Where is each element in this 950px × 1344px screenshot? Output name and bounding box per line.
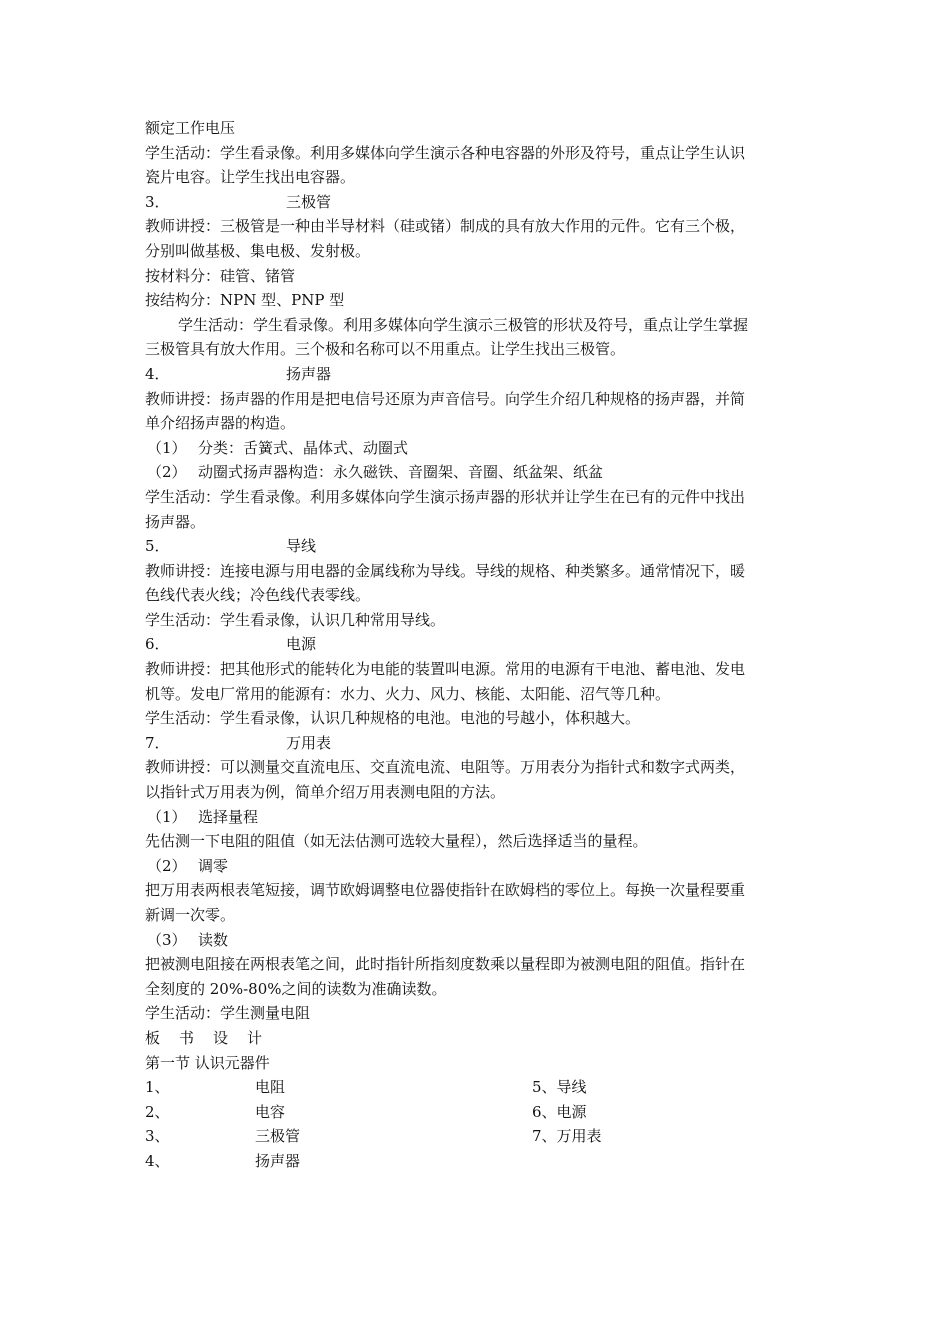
section-title: 万用表	[286, 733, 332, 752]
section-title: 扬声器	[286, 364, 332, 383]
board-row-item: 三极管	[255, 1127, 301, 1146]
text-line: 学生活动：学生看录像。利用多媒体向学生演示三极管的形状及符号，重点让学生掌握	[178, 315, 749, 334]
text-line: 学生活动：学生看录像。利用多媒体向学生演示各种电容器的外形及符号，重点让学生认识	[145, 143, 746, 162]
board-section-title: 第一节 认识元器件	[145, 1053, 270, 1072]
section-number: 6．	[145, 635, 170, 654]
section-heading-6	[145, 632, 813, 657]
section-number: 7．	[145, 733, 170, 752]
text-line: 教师讲授：三极管是一种由半导材料（硅或锗）制成的具有放大作用的元件。它有三个极，	[145, 217, 746, 236]
board-title-char: 设	[213, 1028, 229, 1047]
board-row-right	[532, 1149, 732, 1174]
board-row	[145, 1075, 813, 1100]
board-design-title	[145, 1026, 813, 1051]
text-line: 瓷片电容。让学生找出电容器。	[145, 168, 356, 187]
text-line: 按材料分：硅管、锗管	[145, 266, 296, 285]
text-line: 教师讲授：把其他形式的能转化为电能的装置叫电源。常用的电源有干电池、蓄电池、发电	[145, 660, 746, 679]
text-line: 三极管具有放大作用。三个极和名称可以不用重点。让学生找出三极管。	[145, 340, 626, 359]
text-line: 学生活动：学生看录像。利用多媒体向学生演示扬声器的形状并让学生在已有的元件中找出	[145, 487, 746, 506]
section-heading-4	[145, 362, 813, 387]
text-line: 教师讲授：可以测量交直流电压、交直流电流、电阻等。万用表分为指针式和数字式两类，	[145, 758, 746, 777]
section-heading-7	[145, 731, 813, 756]
list-item	[145, 854, 813, 879]
text-line: 额定工作电压	[145, 119, 236, 137]
section-number: 5．	[145, 537, 170, 556]
board-row-right: 5、导线	[532, 1078, 587, 1097]
text-line: 分别叫做基极、集电极、发射极。	[145, 241, 371, 260]
text-line: 以指针式万用表为例，简单介绍万用表测电阻的方法。	[145, 783, 506, 802]
document-body	[145, 116, 813, 1174]
text-line: 教师讲授：连接电源与用电器的金属线称为导线。导线的规格、种类繁多。通常情况下，暖	[145, 561, 746, 580]
list-number: （2）	[147, 856, 187, 875]
board-row-number: 3、	[145, 1127, 170, 1146]
list-number: （3）	[147, 930, 187, 949]
board-row-right: 7、万用表	[532, 1127, 602, 1146]
text-line: 把万用表两根表笔短接，调节欧姆调整电位器使指针在欧姆档的零位上。每换一次量程要重	[145, 881, 746, 900]
text-line: 学生活动：学生测量电阻	[145, 1004, 311, 1023]
section-number: 4．	[145, 364, 170, 383]
board-row	[145, 1149, 813, 1174]
section-heading-3	[145, 190, 813, 215]
text-line: 全刻度的 20%-80%之间的读数为准确读数。	[145, 979, 447, 998]
board-title-char: 计	[247, 1028, 263, 1047]
text-line: 色线代表火线；冷色线代表零线。	[145, 586, 371, 605]
section-number: 3．	[145, 192, 170, 211]
board-row-number: 2、	[145, 1102, 170, 1121]
text-line: 教师讲授：扬声器的作用是把电信号还原为声音信号。向学生介绍几种规格的扬声器，并简	[145, 389, 746, 408]
board-row	[145, 1124, 813, 1149]
list-item	[145, 436, 813, 461]
text-line: 学生活动：学生看录像，认识几种规格的电池。电池的号越小，体积越大。	[145, 709, 641, 728]
board-row	[145, 1100, 813, 1125]
board-row-item: 电容	[255, 1102, 286, 1121]
list-text: 动圈式扬声器构造：永久磁铁、音圈架、音圈、纸盆架、纸盆	[198, 463, 604, 482]
list-number: （1）	[147, 438, 187, 457]
board-title-char: 板	[145, 1028, 161, 1047]
list-item	[145, 805, 813, 830]
board-row-item: 电阻	[255, 1078, 286, 1097]
text-line: 按结构分：NPN 型、PNP 型	[145, 291, 345, 310]
section-heading-5	[145, 534, 813, 559]
list-text: 读数	[198, 930, 229, 949]
board-row-number: 1、	[145, 1078, 170, 1097]
list-number: （2）	[147, 463, 187, 482]
list-text: 调零	[198, 856, 229, 875]
list-text: 选择量程	[198, 807, 259, 826]
list-item	[145, 460, 813, 485]
board-row-right: 6、电源	[532, 1102, 587, 1121]
list-text: 分类：舌簧式、晶体式、动圈式	[198, 438, 409, 457]
text-line: 把被测电阻接在两根表笔之间，此时指针所指刻度数乘以量程即为被测电阻的阻值。指针在	[145, 955, 746, 974]
board-title-char: 书	[179, 1028, 195, 1047]
board-row-number: 4、	[145, 1151, 170, 1170]
text-line: 学生活动：学生看录像，认识几种常用导线。	[145, 610, 446, 629]
text-line: 先估测一下电阻的阻值（如无法估测可选较大量程），然后选择适当的量程。	[145, 832, 648, 851]
text-line: 扬声器。	[145, 512, 206, 531]
text-line: 单介绍扬声器的构造。	[145, 414, 296, 433]
board-row-item: 扬声器	[255, 1151, 301, 1170]
section-title: 电源	[286, 635, 317, 654]
text-line: 新调一次零。	[145, 906, 236, 924]
text-line: 机等。发电厂常用的能源有：水力、火力、风力、核能、太阳能、沼气等几种。	[145, 684, 671, 703]
section-title: 三极管	[286, 192, 332, 211]
list-item	[145, 928, 813, 953]
list-number: （1）	[147, 807, 187, 826]
section-title: 导线	[286, 537, 317, 556]
